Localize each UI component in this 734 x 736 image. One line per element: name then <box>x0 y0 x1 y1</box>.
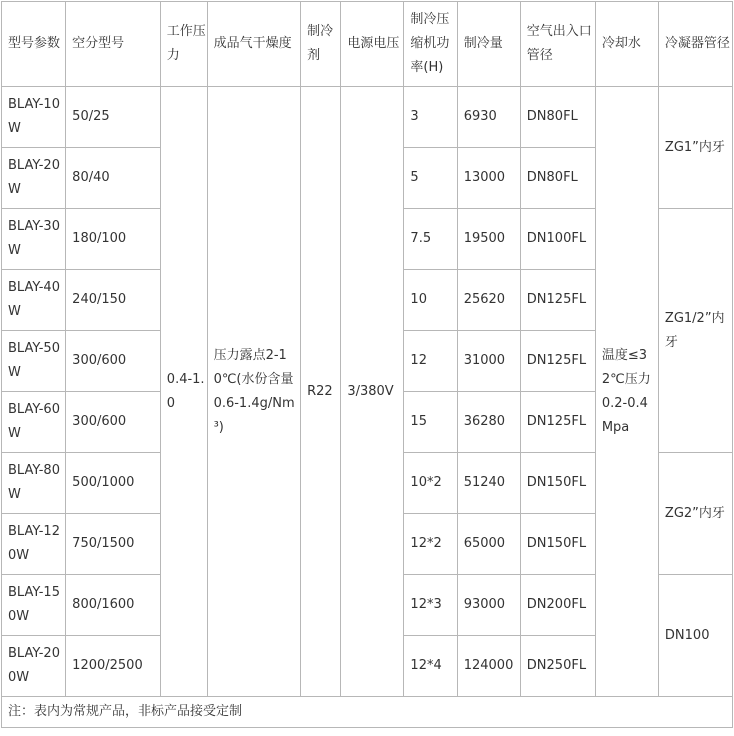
cell-capacity: 19500 <box>457 209 520 270</box>
cell-power: 15 <box>404 392 457 453</box>
cell-separator: 50/25 <box>66 87 161 148</box>
cell-power: 5 <box>404 148 457 209</box>
cell-capacity: 25620 <box>457 270 520 331</box>
cell-capacity: 31000 <box>457 331 520 392</box>
cell-model: BLAY-10W <box>2 87 66 148</box>
cell-condenser-group: ZG2”内牙 <box>658 453 732 575</box>
cell-capacity: 6930 <box>457 87 520 148</box>
cell-pipe: DN80FL <box>520 87 595 148</box>
cell-pipe: DN125FL <box>520 270 595 331</box>
cell-condenser-group: ZG1/2”内牙 <box>658 209 732 453</box>
cell-condenser-group: ZG1”内牙 <box>658 87 732 209</box>
cell-condenser-group: DN100 <box>658 575 732 697</box>
cell-separator: 80/40 <box>66 148 161 209</box>
cell-capacity: 65000 <box>457 514 520 575</box>
cell-refrigerant: R22 <box>301 87 341 697</box>
cell-power: 12*3 <box>404 575 457 636</box>
header-air-pipe: 空气出入口管径 <box>520 2 595 87</box>
cell-pipe: DN150FL <box>520 514 595 575</box>
header-dryness: 成品气干燥度 <box>207 2 301 87</box>
cell-power: 12*4 <box>404 636 457 697</box>
cell-pipe: DN125FL <box>520 392 595 453</box>
cell-separator: 750/1500 <box>66 514 161 575</box>
cell-model: BLAY-60W <box>2 392 66 453</box>
cell-separator: 500/1000 <box>66 453 161 514</box>
cell-dryness: 压力露点2-10℃(水份含量0.6-1.4g/Nm³) <box>207 87 301 697</box>
header-model: 型号参数 <box>2 2 66 87</box>
cell-capacity: 124000 <box>457 636 520 697</box>
cell-separator: 240/150 <box>66 270 161 331</box>
cell-model: BLAY-40W <box>2 270 66 331</box>
cell-separator: 1200/2500 <box>66 636 161 697</box>
cell-capacity: 36280 <box>457 392 520 453</box>
header-row <box>2 2 733 87</box>
header-separator-model: 空分型号 <box>66 2 161 87</box>
spec-table <box>1 1 733 728</box>
cell-model: BLAY-50W <box>2 331 66 392</box>
cell-separator: 300/600 <box>66 392 161 453</box>
cell-capacity: 13000 <box>457 148 520 209</box>
cell-voltage: 3/380V <box>341 87 404 697</box>
cell-pipe: DN250FL <box>520 636 595 697</box>
cell-power: 10 <box>404 270 457 331</box>
cell-capacity: 51240 <box>457 453 520 514</box>
cell-model: BLAY-20W <box>2 148 66 209</box>
cell-power: 7.5 <box>404 209 457 270</box>
header-compressor-power: 制冷压缩机功率(H) <box>404 2 457 87</box>
table-row <box>2 87 733 148</box>
cell-pipe: DN150FL <box>520 453 595 514</box>
cell-power: 12*2 <box>404 514 457 575</box>
cell-cooling-water: 温度≤32℃压力0.2-0.4Mpa <box>595 87 658 697</box>
cell-capacity: 93000 <box>457 575 520 636</box>
cell-model: BLAY-200W <box>2 636 66 697</box>
cell-model: BLAY-150W <box>2 575 66 636</box>
header-working-pressure: 工作压力 <box>160 2 207 87</box>
cell-power: 12 <box>404 331 457 392</box>
cell-separator: 800/1600 <box>66 575 161 636</box>
header-condenser-pipe: 冷凝器管径 <box>658 2 732 87</box>
cell-model: BLAY-80W <box>2 453 66 514</box>
cell-separator: 300/600 <box>66 331 161 392</box>
header-voltage: 电源电压 <box>341 2 404 87</box>
cell-working-pressure: 0.4-1.0 <box>160 87 207 697</box>
cell-model: BLAY-30W <box>2 209 66 270</box>
header-cooling-water: 冷却水 <box>595 2 658 87</box>
cell-pipe: DN125FL <box>520 331 595 392</box>
cell-power: 3 <box>404 87 457 148</box>
cell-pipe: DN200FL <box>520 575 595 636</box>
cell-power: 10*2 <box>404 453 457 514</box>
cell-pipe: DN100FL <box>520 209 595 270</box>
footnote-row <box>2 697 733 728</box>
cell-pipe: DN80FL <box>520 148 595 209</box>
cell-separator: 180/100 <box>66 209 161 270</box>
header-refrigerant: 制冷剂 <box>301 2 341 87</box>
cell-model: BLAY-120W <box>2 514 66 575</box>
table-footnote: 注：表内为常规产品，非标产品接受定制 <box>2 697 733 728</box>
header-cooling-capacity: 制冷量 <box>457 2 520 87</box>
